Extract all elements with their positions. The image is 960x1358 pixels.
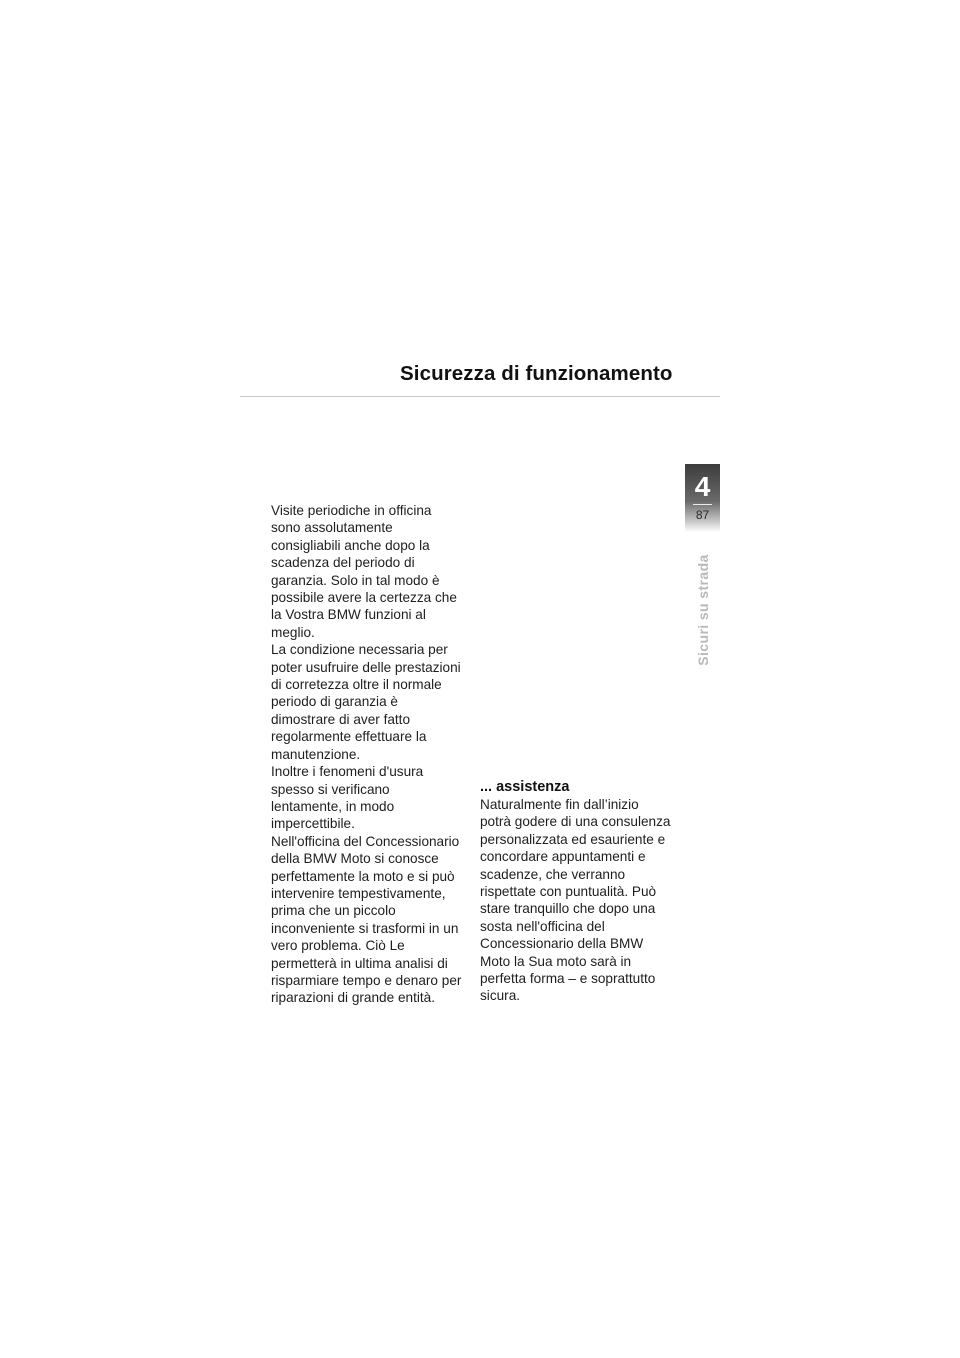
- paragraph-warranty-condition: La condizione necessaria per poter usufruire delle prestazioni di corretezza oltre il normale periodo di garanzia è dimostrare di aver fatto regolarmente effettuare la manutenzione.: [271, 642, 461, 762]
- right-text-column: [480, 778, 685, 1005]
- header-divider: [240, 396, 720, 397]
- chapter-tab-divider: [693, 504, 712, 505]
- section-heading-assistenza: ... assistenza: [480, 779, 570, 795]
- chapter-number: 4: [694, 471, 711, 502]
- chapter-tab: [685, 464, 720, 532]
- left-text-column: [271, 502, 476, 1007]
- page-number: 87: [695, 508, 710, 522]
- paragraph-periodic-visits: Visite periodiche in officina sono assolutamente consigliabili anche dopo la scadenza del periodo di garanzia. Solo in tal modo è possibile avere la certezza che la Vostra BMW funzioni al meglio.: [271, 503, 457, 640]
- paragraph-wear-phenomena: Inoltre i fenomeni d'usura spesso si verificano lentamente, in modo impercettibile.: [271, 764, 424, 832]
- paragraph-assistance: Naturalmente fin dall’inizio potrà godere di una consulenza personalizzata ed esauriente e concordare appuntamenti e scadenze, che verranno rispettate con puntualità. Può stare tranquillo che dopo una sosta nell'officina del Concessionario della BMW Moto la Sua moto sarà in perfetta forma – e soprattutto sicura.: [480, 797, 671, 1004]
- paragraph-dealer-workshop: Nell'officina del Concessionario della BMW Moto si conosce perfettamente la moto e si può intervenire tempestivamente, prima che un piccolo inconveniente si trasformi in un vero problema. Ciò Le permetterà in ultima analisi di risparmiare tempo e denaro per riparazioni di grande entità.: [271, 833, 462, 1006]
- chapter-side-label: Sicuri su strada: [695, 554, 711, 666]
- page-title: Sicurezza di funzionamento: [400, 362, 673, 385]
